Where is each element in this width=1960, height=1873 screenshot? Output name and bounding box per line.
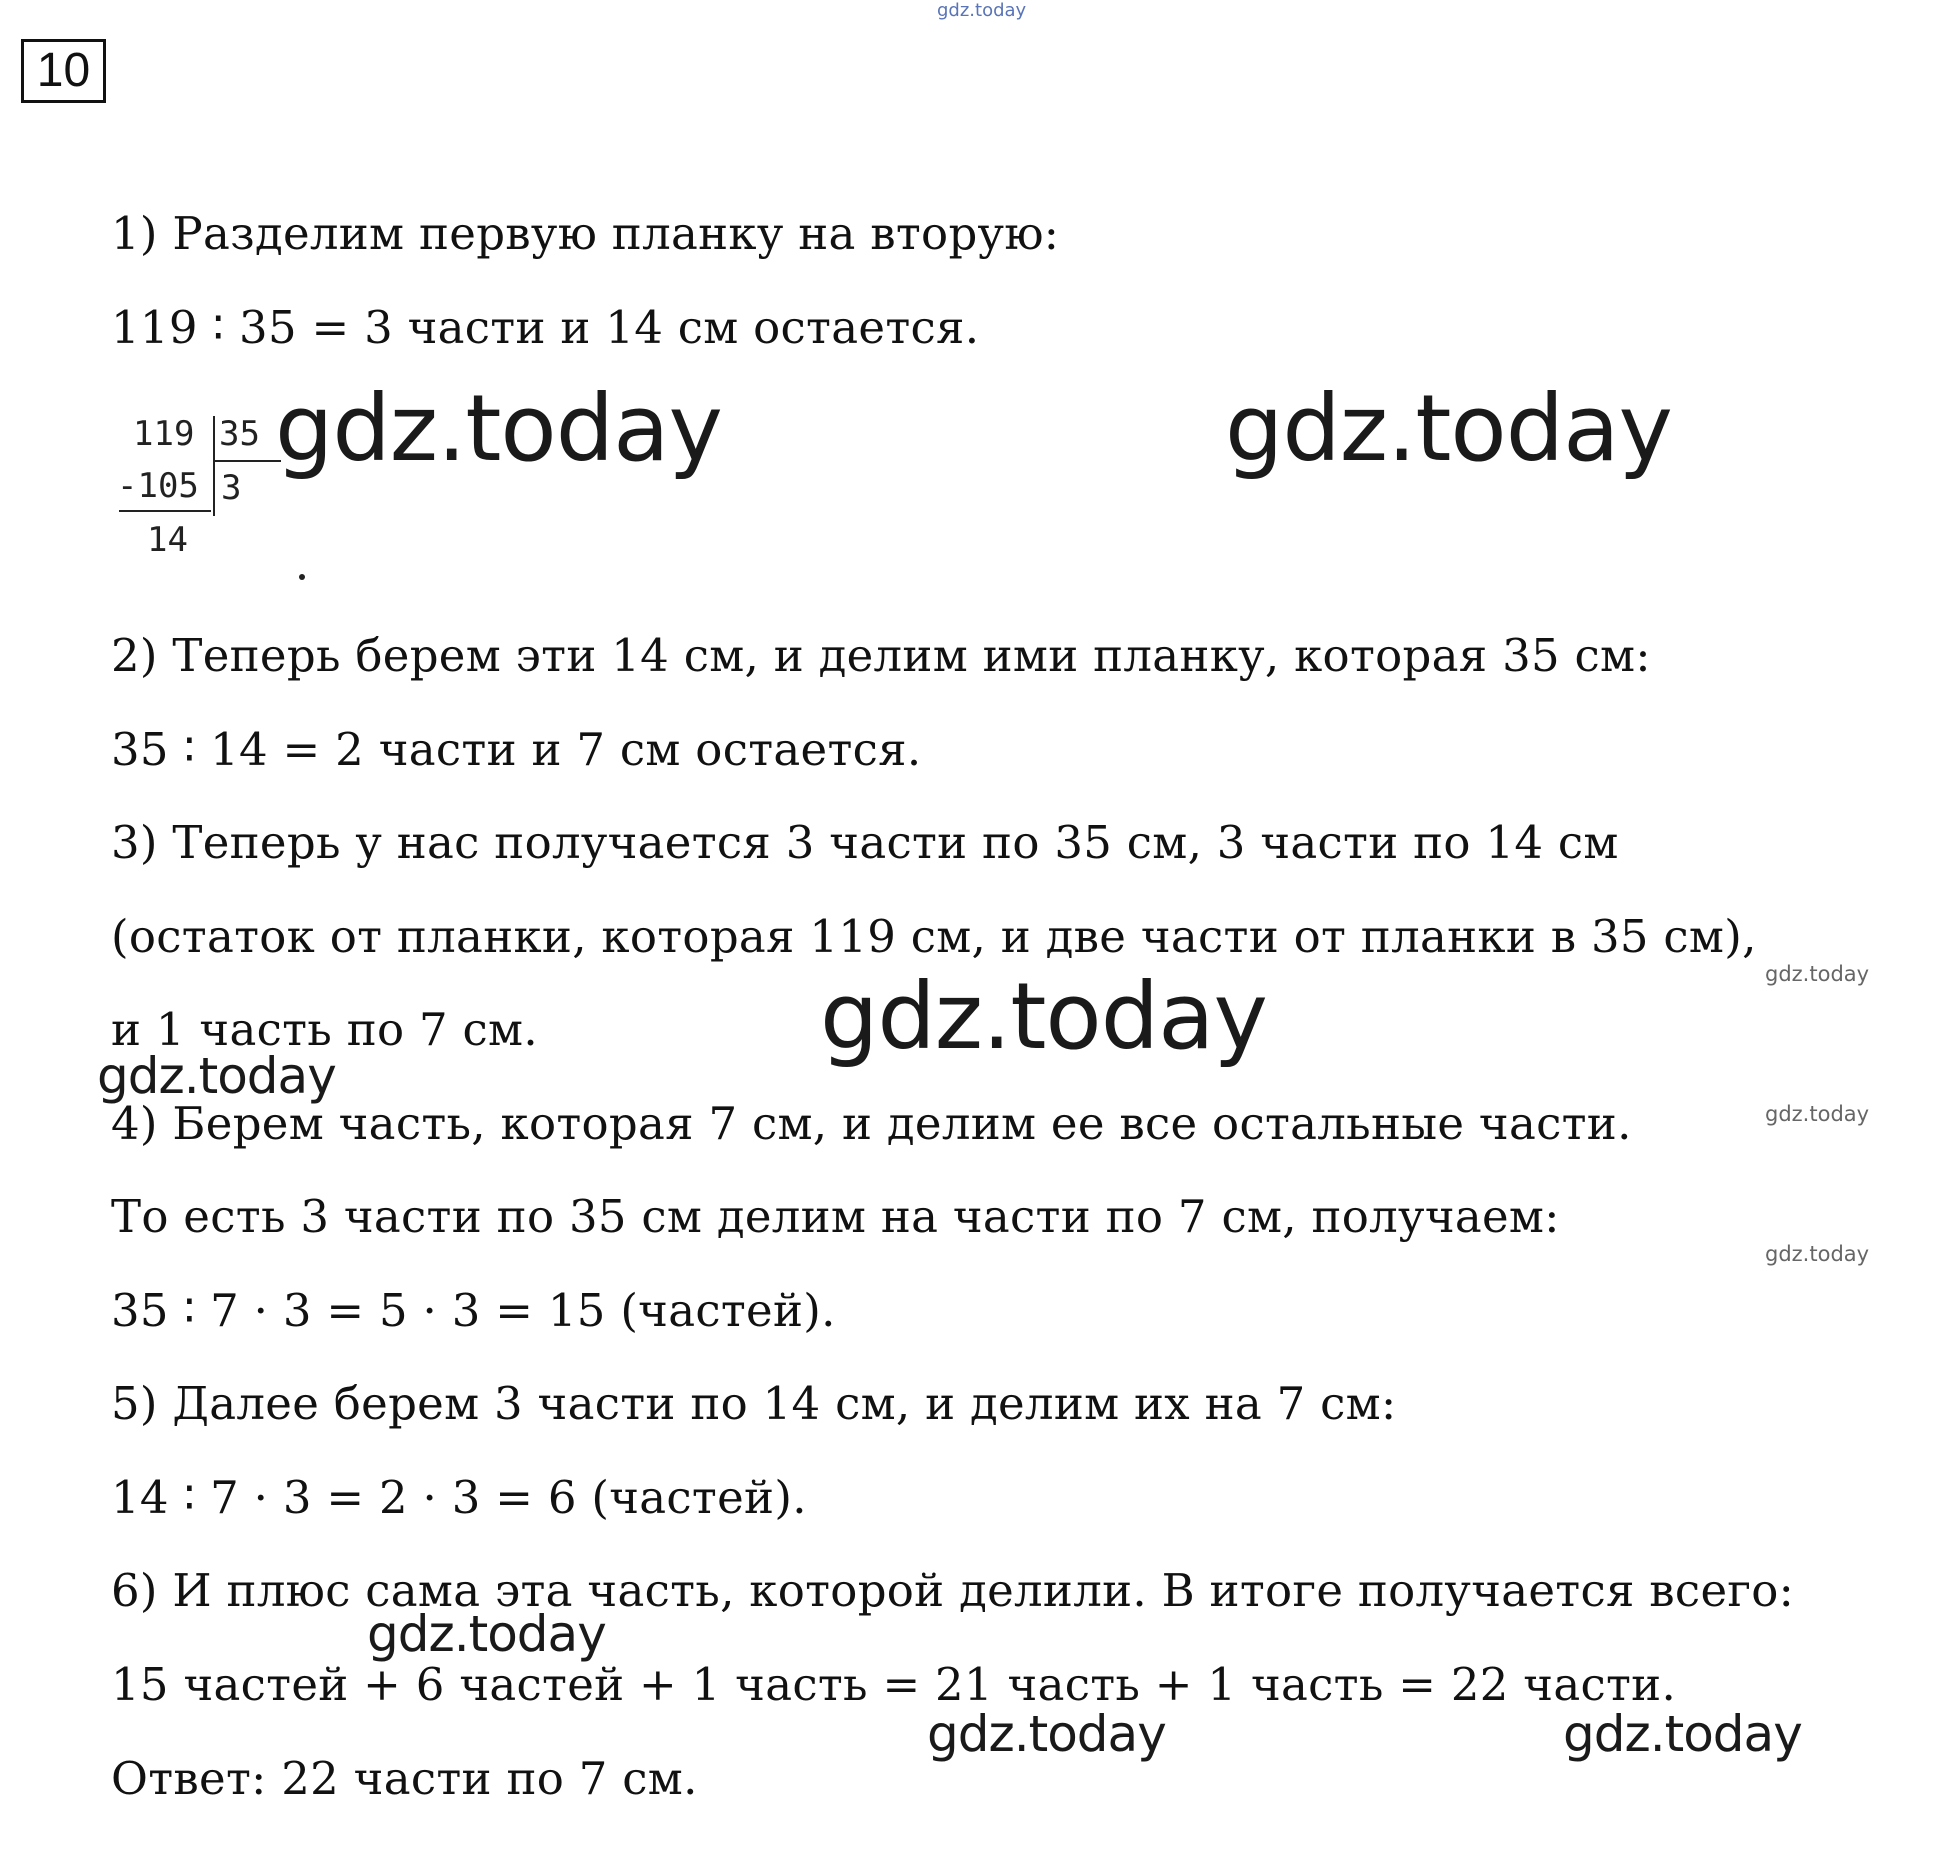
watermark: gdz.today xyxy=(820,963,1267,1070)
solution-line: 4) Берем часть, которая 7 см, и делим ее все остальные части. xyxy=(111,1097,1632,1150)
watermark: gdz.today xyxy=(367,1605,606,1663)
watermark: gdz.today xyxy=(1225,375,1672,482)
solution-line: и 1 часть по 7 см. xyxy=(111,1003,538,1056)
solution-line: 119 ∶ 35 = 3 части и 14 см остается. xyxy=(111,301,980,354)
solution-line: 14 ∶ 7 · 3 = 2 · 3 = 6 (частей). xyxy=(111,1471,807,1524)
watermark: gdz.today xyxy=(97,1047,336,1105)
division-subtraction-line xyxy=(119,510,211,512)
solution-line: (остаток от планки, которая 119 см, и две части от планки в 35 см), xyxy=(111,910,1757,963)
watermark: gdz.today xyxy=(927,1705,1166,1763)
solution-line: Ответ: 22 части по 7 см. xyxy=(111,1752,698,1805)
watermark: gdz.today xyxy=(1765,1242,1870,1266)
watermark: gdz.today xyxy=(1563,1705,1802,1763)
solution-line: 6) И плюс сама эта часть, которой делили. В итоге получается всего: xyxy=(111,1564,1795,1617)
problem-number: 10 xyxy=(21,39,106,103)
solution-line: 15 частей + 6 частей + 1 часть = 21 часть + 1 часть = 22 части. xyxy=(111,1658,1677,1711)
watermark: gdz.today xyxy=(1765,962,1870,986)
solution-line: 35 ∶ 7 · 3 = 5 · 3 = 15 (частей). xyxy=(111,1284,836,1337)
division-vertical-bar xyxy=(213,416,215,516)
division-divisor: 35 xyxy=(219,414,260,454)
solution-line: 5) Далее берем 3 части по 14 см, и делим их на 7 см: xyxy=(111,1377,1397,1430)
solution-line: 3) Теперь у нас получается 3 части по 35 см, 3 части по 14 см xyxy=(111,816,1619,869)
division-divisor-line xyxy=(213,460,281,462)
solution-line: 1) Разделим первую планку на вторую: xyxy=(111,207,1060,260)
long-division xyxy=(113,410,283,570)
solution-line: То есть 3 части по 35 см делим на части по 7 см, получаем: xyxy=(111,1190,1560,1243)
solution-line: 35 ∶ 14 = 2 части и 7 см остается. xyxy=(111,723,922,776)
solution-line: 2) Теперь берем эти 14 см, и делим ими планку, которая 35 см: xyxy=(111,629,1651,682)
watermark: gdz.today xyxy=(275,375,722,482)
division-remainder: 14 xyxy=(147,520,188,560)
division-dividend: 119 xyxy=(133,414,195,454)
division-quotient: 3 xyxy=(221,468,242,508)
watermark-top: gdz.today xyxy=(937,0,1027,21)
stray-dot xyxy=(299,574,305,580)
watermark: gdz.today xyxy=(1765,1102,1870,1126)
division-subtrahend: -105 xyxy=(117,466,199,506)
